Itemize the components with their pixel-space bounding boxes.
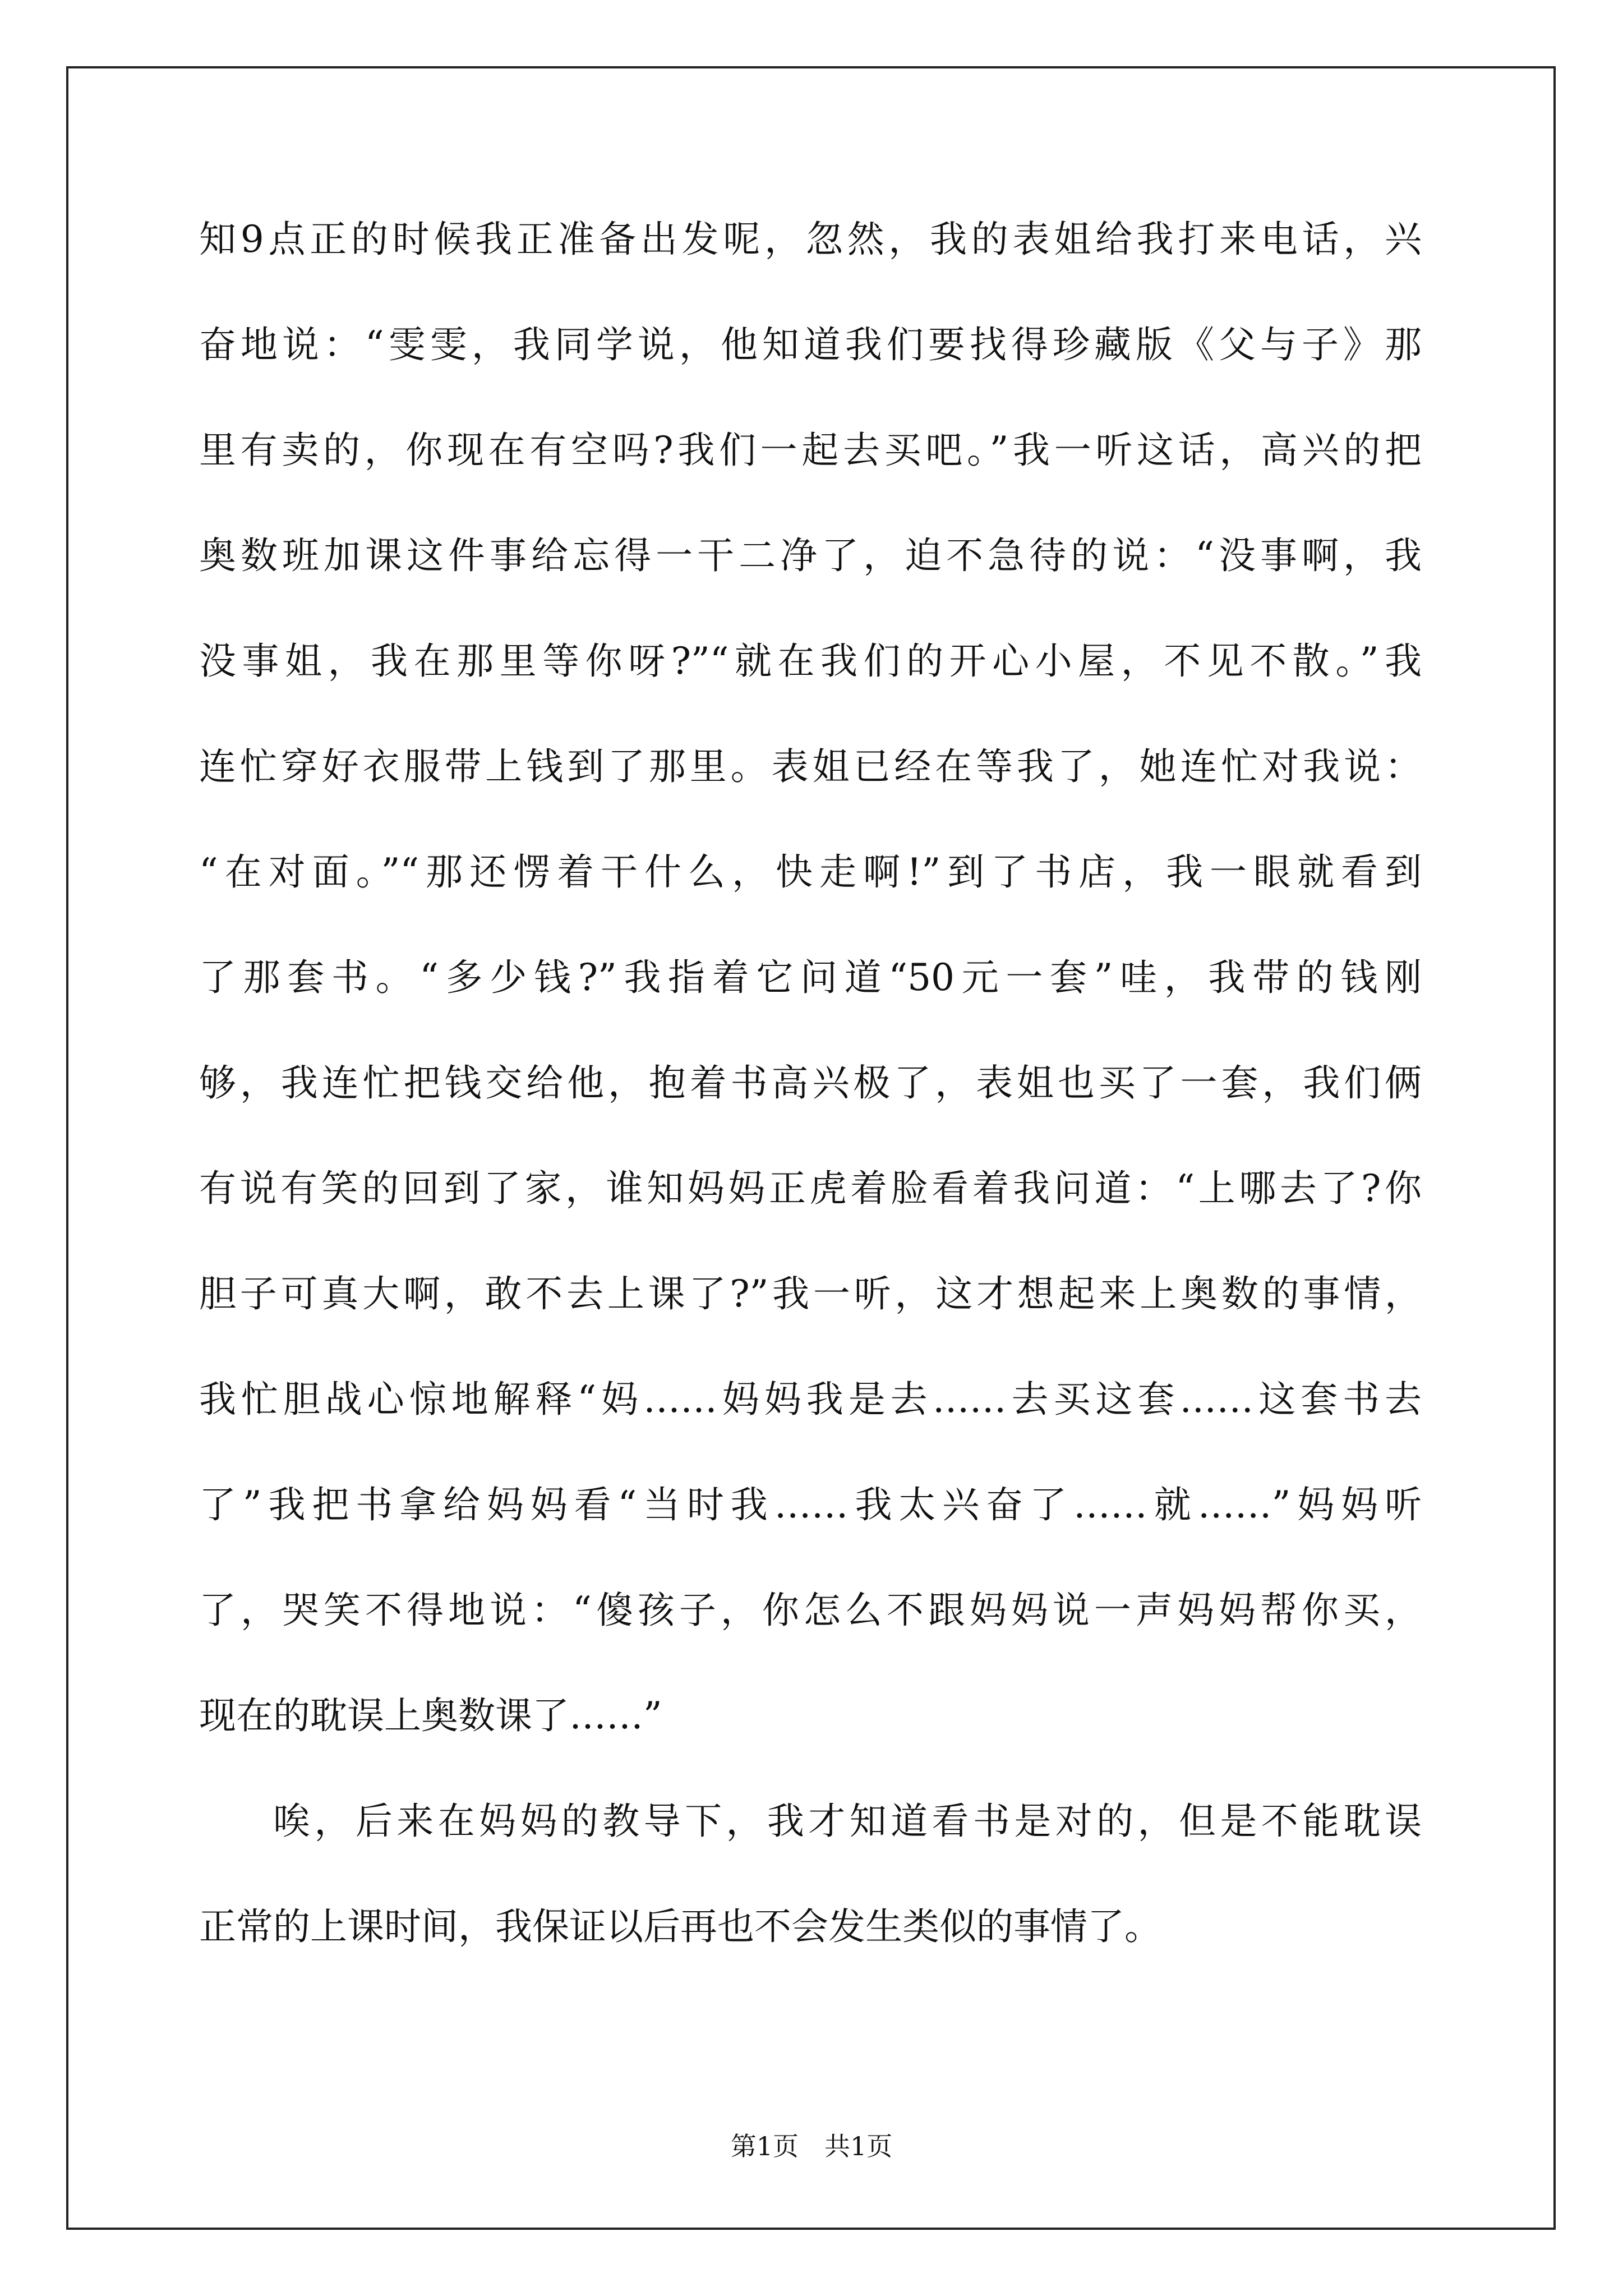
paragraph-line: 奥数班加课这件事给忘得一干二净了，迫不急待的说：“没事啊，我 [199,534,1422,577]
paragraph-line: 连忙穿好衣服带上钱到了那里。表姐已经在等我了，她连忙对我说： [199,745,1422,788]
paragraph-line: 唉，后来在妈妈的教导下，我才知道看书是对的，但是不能耽误 [273,1800,1422,1843]
page-number-footer: 第1页 共1页 [730,2131,893,2161]
paragraph-line: 了”我把书拿给妈妈看“当时我……我太兴奋了……就……”妈妈听 [199,1483,1422,1526]
paragraph-line: “在对面。”“那还愣着干什么，快走啊!”到了书店，我一眼就看到 [199,850,1422,894]
document-body [199,213,1422,2006]
paragraph-line: 知9点正的时候我正准备出发呢，忽然，我的表姐给我打来电话，兴 [199,218,1422,261]
paragraph-line: 了那套书。“多少钱?”我指着它问道“50元一套”哇，我带的钱刚 [199,956,1422,999]
paragraph-line: 没事姐，我在那里等你呀?”“就在我们的开心小屋，不见不散。”我 [199,639,1422,683]
paragraph-line: 奋地说：“雯雯，我同学说，他知道我们要找得珍藏版《父与子》那 [199,323,1422,366]
paragraph-line: 我忙胆战心惊地解释“妈……妈妈我是去……去买这套……这套书去 [199,1378,1422,1421]
paragraph-line: 正常的上课时间，我保证以后再也不会发生类似的事情了。 [199,1905,1161,1948]
paragraph-line: 胆子可真大啊，敢不去上课了?”我一听，这才想起来上奥数的事情， [199,1272,1422,1315]
paragraph-line: 够，我连忙把钱交给他，抱着书高兴极了，表姐也买了一套，我们俩 [199,1061,1422,1105]
paragraph-line: 了，哭笑不得地说：“傻孩子，你怎么不跟妈妈说一声妈妈帮你买， [199,1589,1422,1632]
paragraph-line: 有说有笑的回到了家，谁知妈妈正虎着脸看着我问道：“上哪去了?你 [199,1167,1422,1210]
paragraph-line: 里有卖的，你现在有空吗?我们一起去买吧。”我一听这话，高兴的把 [199,429,1422,472]
paragraph-line: 现在的耽误上奥数课了……” [199,1694,662,1737]
